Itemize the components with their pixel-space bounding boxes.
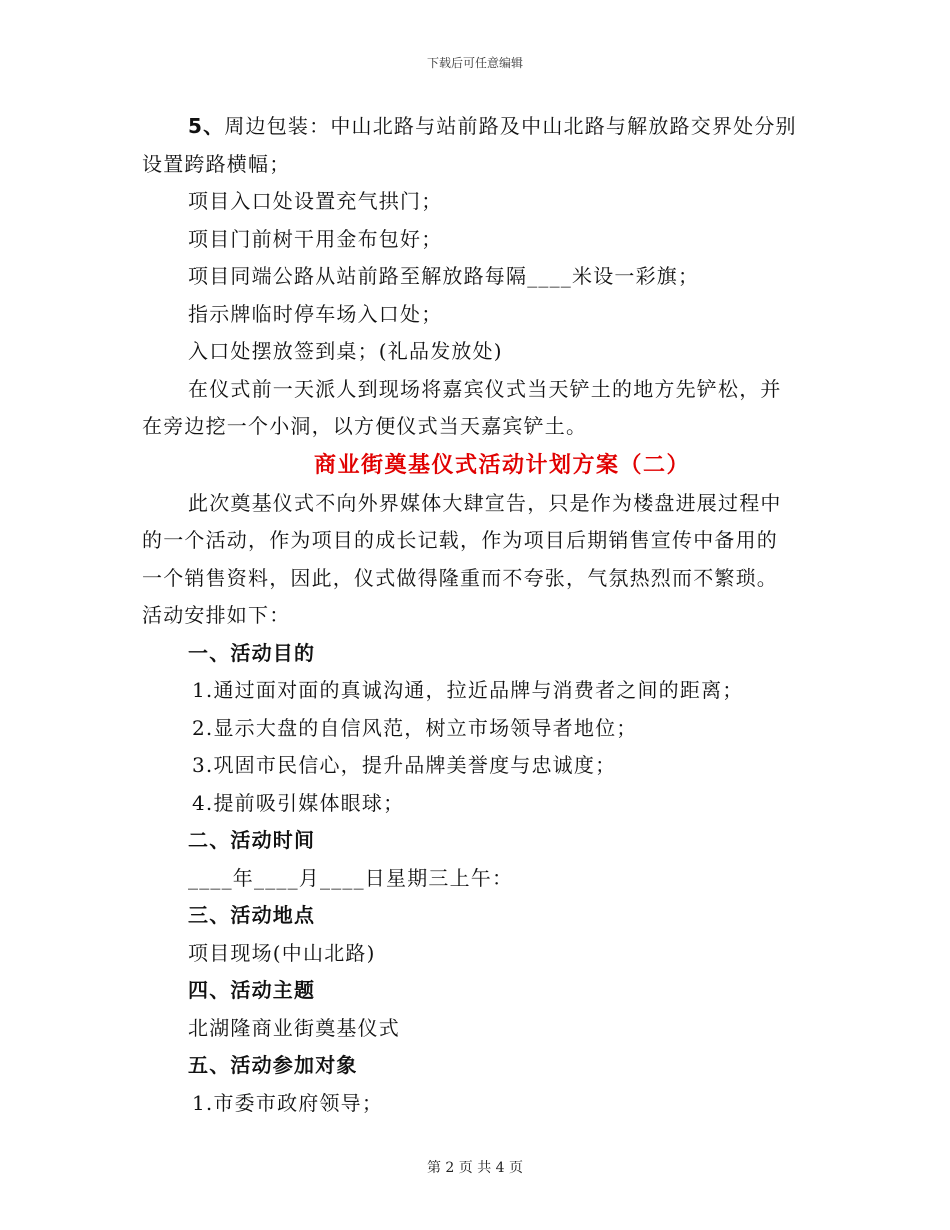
intro-line: 活动安排如下：: [142, 603, 291, 627]
list-item: 2.显示大盘的自信风范，树立市场领导者地位；: [192, 715, 638, 740]
list-item: 4.提前吸引媒体眼球；: [192, 790, 405, 815]
document-title: 商业街奠基仪式活动计划方案（二）: [313, 452, 690, 478]
intro-line: 此次奠基仪式不向外界媒体大肆宣告，只是作为楼盘进展过程中: [188, 490, 782, 515]
section-heading: 二、活动时间: [188, 828, 316, 852]
section-heading: 三、活动地点: [188, 903, 316, 927]
page-header-note: 下载后可任意编辑: [426, 56, 523, 70]
item-5-continuation: 设置跨路横幅；: [142, 151, 291, 176]
document-body: [142, 108, 822, 1122]
body-line: 指示牌临时停车场入口处；: [188, 301, 443, 326]
section-heading: 四、活动主题: [188, 978, 316, 1002]
body-line: 项目门前树干用金布包好；: [188, 226, 443, 251]
list-item: 3.巩固市民信心，提升品牌美誉度与忠诚度；: [192, 753, 617, 777]
list-item: 1.通过面对面的真诚沟通，拉近品牌与消费者之间的距离；: [192, 678, 744, 702]
list-item: 1.市委市政府领导；: [192, 1090, 384, 1115]
paragraph-line: 在旁边挖一个小洞，以方便仪式当天嘉宾铲土。: [142, 414, 588, 438]
section-text: ____年____月____日星期三上午：: [188, 865, 514, 890]
item-5-text: 周边包装：中山北路与站前路及中山北路与解放路交界处分别: [224, 114, 797, 138]
section-heading: 五、活动参加对象: [188, 1053, 358, 1077]
paragraph-line: 在仪式前一天派人到现场将嘉宾仪式当天铲土的地方先铲松，并: [188, 376, 782, 401]
intro-line: 的一个活动，作为项目的成长记载，作为项目后期销售宣传中备用的: [142, 528, 778, 552]
section-text: 项目现场(中山北路): [188, 940, 376, 965]
section-text: 北湖隆商业街奠基仪式: [188, 1015, 400, 1040]
body-line: 项目入口处设置充气拱门；: [188, 189, 443, 213]
intro-line: 一个销售资料，因此，仪式做得隆重而不夸张，气氛热烈而不繁琐。: [142, 565, 778, 590]
item-5-number: 5、: [188, 114, 225, 138]
page-footer: 第 2 页 共 4 页: [426, 1160, 524, 1176]
section-heading: 一、活动目的: [188, 640, 316, 665]
item-5-line: [142, 108, 822, 146]
body-line: 入口处摆放签到桌；(礼品发放处): [188, 339, 503, 363]
body-line: 项目同端公路从站前路至解放路每隔____米设一彩旗；: [188, 264, 700, 288]
